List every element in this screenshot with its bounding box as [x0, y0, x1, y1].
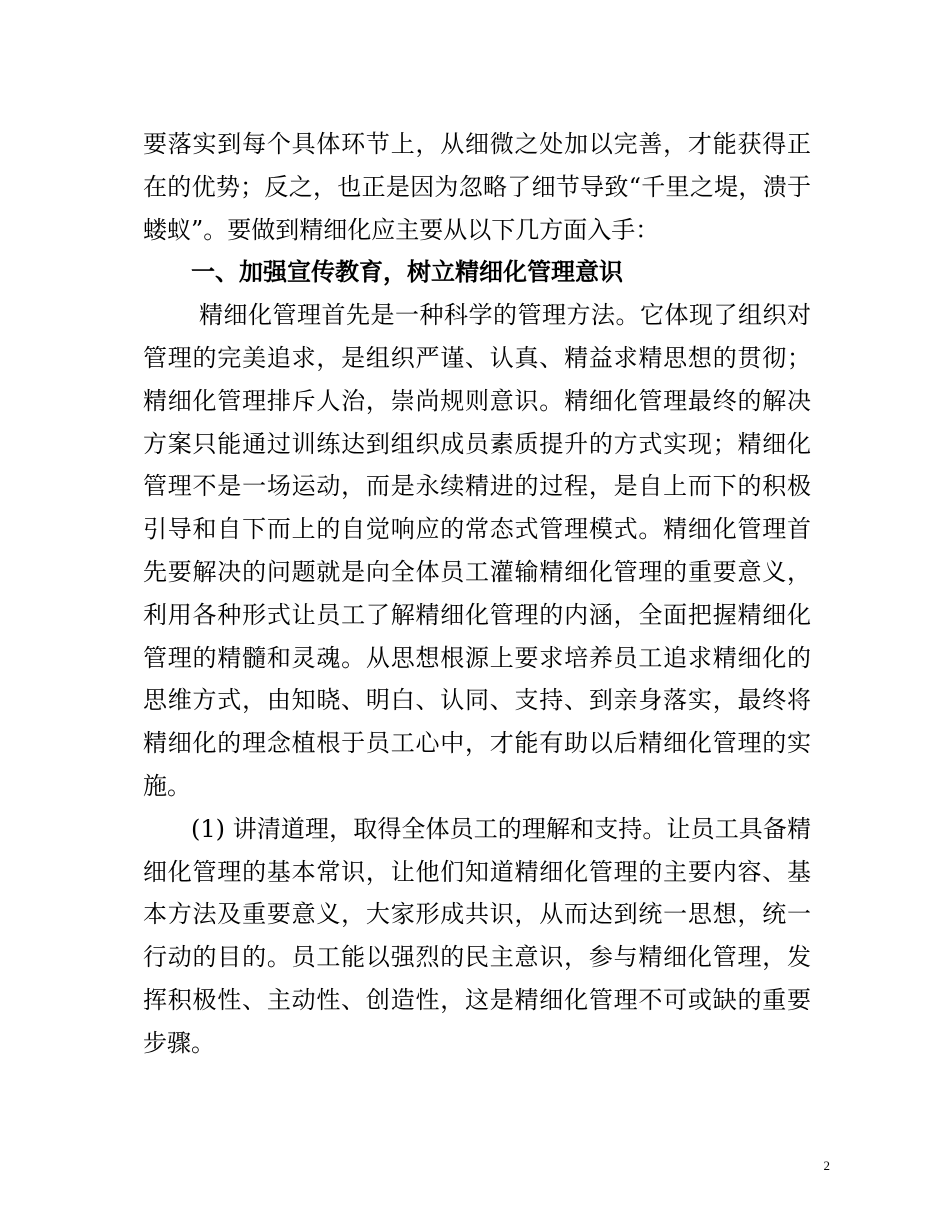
paragraph-item-1: (1) 讲清道理，取得全体员工的理解和支持。让员工具备精细化管理的基本常识，让他们知道精细化管理的主要内容、基本方法及重要意义，大家形成共识，从而达到统一思想，统一行动的目的。员工能以强烈的民主意识，参与精细化管理，发挥积极性、主动性、创造性，这是精细化管理不可或缺的重要步骤。	[143, 814, 811, 1057]
paragraph-body: 精细化管理首先是一种科学的管理方法。它体现了组织对管理的完美追求，是组织严谨、认真、精益求精思想的贯彻；精细化管理排斥人治，崇尚规则意识。精细化管理最终的解决方案只能通过训练达到组织成员素质提升的方式实现；精细化管理不是一场运动，而是永续精进的过程，是自上而下的积极引导和自下而上的自觉响应的常态式管理模式。精细化管理首先要解决的问题就是向全体员工灌输精细化管理的重要意义，利用各种形式让员工了解精细化管理的内涵，全面把握精细化管理的精髓和灵魂。从思想根源上要求培养员工追求精细化的思维方式，由知晓、明白、认同、支持、到亲身落实，最终将精细化的理念植根于员工心中，才能有助以后精细化管理的实施。	[143, 301, 811, 800]
section-heading: 一、加强宣传教育，树立精细化管理意识	[191, 258, 623, 287]
page-number: 2	[823, 1158, 830, 1173]
document-body	[143, 123, 811, 1065]
paragraph-continuation: 要落实到每个具体环节上，从细微之处加以完善，才能获得正在的优势；反之，也正是因为忽略了细节导致“千里之堤，溃于蝼蚁”。要做到精细化应主要从以下几方面入手：	[143, 130, 811, 244]
